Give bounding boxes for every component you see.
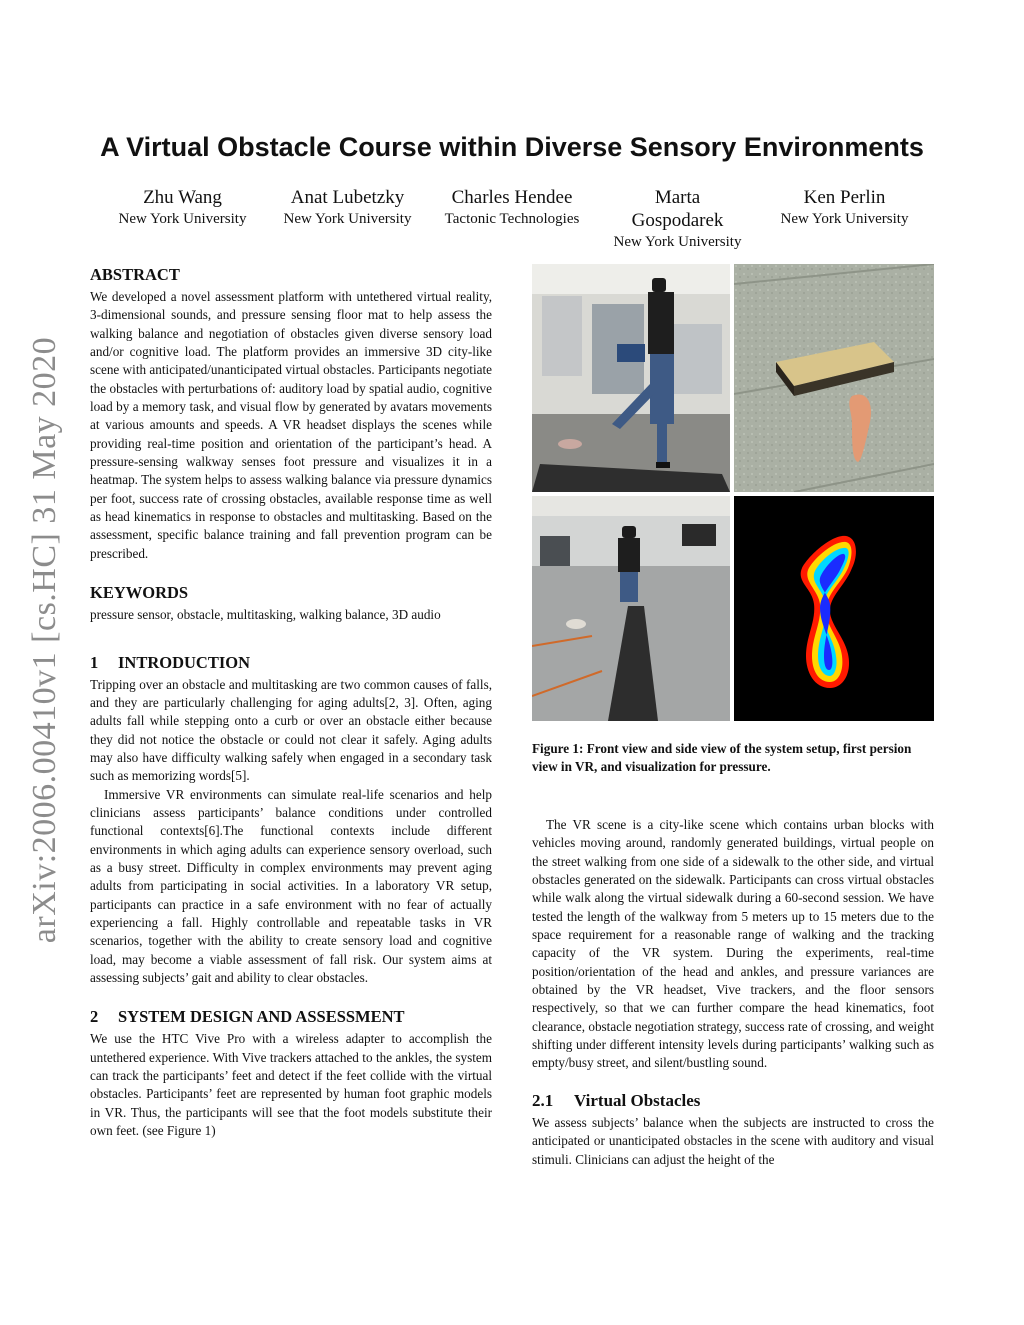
author-name: Zhu Wang <box>143 187 222 208</box>
author-affiliation: New York University <box>118 211 247 227</box>
author-3 <box>442 186 582 229</box>
author-name: Anat Lubetzky <box>290 187 405 208</box>
arxiv-identifier-text: arXiv:2006.00410v1 [cs.HC] 31 May 2020 <box>26 336 64 944</box>
vr-scene-paragraph: The VR scene is a city-like scene which contains urban blocks with vehicles moving around, randomly generated buildings, virtual people on the street walking from one side of a sidewalk to the other side, and virtual obstacles generated on the sidewalk. Participants can cross virtual obstacles while walk along the virtual sidewalk during a 60-second session. We have tested the length of the walkway from 5 meters up to 15 meters due to the space requirement for a reasonable range of walking and the tracking capacity of the VR system. During the experiments, real-time position/orientation of the head and ankles, and pressure variances are obtained by the VR headset, Vive trackers, and the floor sensors respectively, so that we can further compare the head kinematics, foot clearance, obstacle negotiation strategy, success rate of crossing, and weight shifting under different intensity levels during participants’ walking such as empty/busy street, and silent/bustling sound. <box>532 817 934 1071</box>
first-person-vr-view <box>734 264 934 492</box>
author-affiliation: New York University <box>613 234 742 250</box>
arxiv-identifier <box>26 336 64 944</box>
keywords-heading: KEYWORDS <box>90 583 189 603</box>
system-design-paragraph: We use the HTC Vive Pro with a wireless adapter to accomplish the untethered experience. With Vive trackers attached to the ankles, the system can track the participants’ feet and detect if the feet collide with the virtual obstacles. Participants’ feet are represented by human foot graphic models in VR. Thus, the participants will see that the foot models substitute their own feet. (see Figure 1) <box>90 1031 492 1139</box>
figure-1 <box>532 264 934 721</box>
author-5 <box>762 186 927 229</box>
author-block <box>100 186 930 256</box>
abstract-heading: ABSTRACT <box>90 265 180 284</box>
section-number: 2.1 <box>532 1090 554 1110</box>
keywords-text: pressure sensor, obstacle, multitasking, walking balance, 3D audio <box>90 607 441 623</box>
abstract-text: We developed a novel assessment platform with untethered virtual reality, 3-dimensional sounds, and pressure sensing floor mat to help assess the walking balance and negotiation of obstacles given diverse sensory load and/or cognitive load. The platform provides an immersive 3D city-like scene with anticipated/unanticipated virtual obstacles. Participants negotiate the obstacles with perturbations of: auditory load by spatial audio, cognitive load by a memory task, and visual flow by generated by avatars movements at various amounts and speeds. A VR headset displays the scenes while providing real-time position and orientation of the participant’s head. A pressure-sensing walkway senses foot pressure and visualizes it in a heatmap. The system helps to assess walking balance via pressure dynamics per foot, success rate of crossing obstacles, available response time as well as head kinematics in response to obstacles and multitasking. Based on the assessment, specific balance training and fall prevention program can be prescribed. <box>90 289 492 561</box>
introduction-paragraph-2: Immersive VR environments can simulate real-life scenarios and help clinicians assess participants’ balance conditions under controlled functional contexts[6].The functional contexts include different environments in which aging adults can experience sensory overload, such as a busy street. Difficulty in complex environments may prevent aging adults from participating in social activities. In a laboratory VR setup, participants can practice in a safe environment with no fear of actually experiencing a fall. Highly controllable and repeatable tasks in VR scenarios, together with the ability to create sensory load and cognitive load, may become a viable assessment of fall risk. Our system aims at assessing subjects’ gait and ability to clear obstacles. <box>90 786 492 985</box>
paper-title: A Virtual Obstacle Course within Diverse Sensory Environments <box>100 132 924 162</box>
section-title: INTRODUCTION <box>118 652 251 672</box>
virtual-obstacles-paragraph: We assess subjects’ balance when the subjects are instructed to cross the anticipated or unanticipated obstacles in the scene with auditory and visual stimuli. Clinicians can adjust the height of the <box>532 1114 934 1167</box>
system-design-heading <box>90 1007 492 1027</box>
author-2 <box>265 186 430 229</box>
front-view-photo <box>532 264 730 492</box>
section-title: SYSTEM DESIGN AND ASSESSMENT <box>118 1007 405 1027</box>
left-column <box>90 265 492 1140</box>
author-1 <box>100 186 265 229</box>
virtual-obstacles-heading <box>532 1091 934 1111</box>
side-view-photo <box>532 496 730 721</box>
section-title: Virtual Obstacles <box>574 1090 701 1110</box>
right-column <box>532 816 934 1169</box>
author-name: Ken Perlin <box>803 187 886 208</box>
introduction-paragraph-1: Tripping over an obstacle and multitasking are two common causes of falls, and they are particularly challenging for aging adults[2, 3]. Often, aging adults fall while stepping onto a curb or over an obstacle either because they did not notice the obstacle or could not clear it safely. Aging adults may also have difficulty walking safely when engaged in a secondary task such as memorizing words[5]. <box>90 676 492 784</box>
figure-1-caption: Figure 1: Front view and side view of the system setup, first persion view in VR, and visualization for pressure. <box>532 741 912 775</box>
pressure-heatmap <box>734 496 934 721</box>
author-affiliation: New York University <box>780 211 909 227</box>
author-name: Charles Hendee <box>451 187 573 208</box>
author-affiliation: New York University <box>283 211 412 227</box>
section-number: 1 <box>90 652 99 672</box>
author-4 <box>600 186 755 252</box>
author-name: Marta Gospodarek <box>631 187 724 231</box>
author-affiliation: Tactonic Technologies <box>444 211 580 227</box>
section-number: 2 <box>90 1007 99 1027</box>
introduction-heading <box>90 653 492 673</box>
